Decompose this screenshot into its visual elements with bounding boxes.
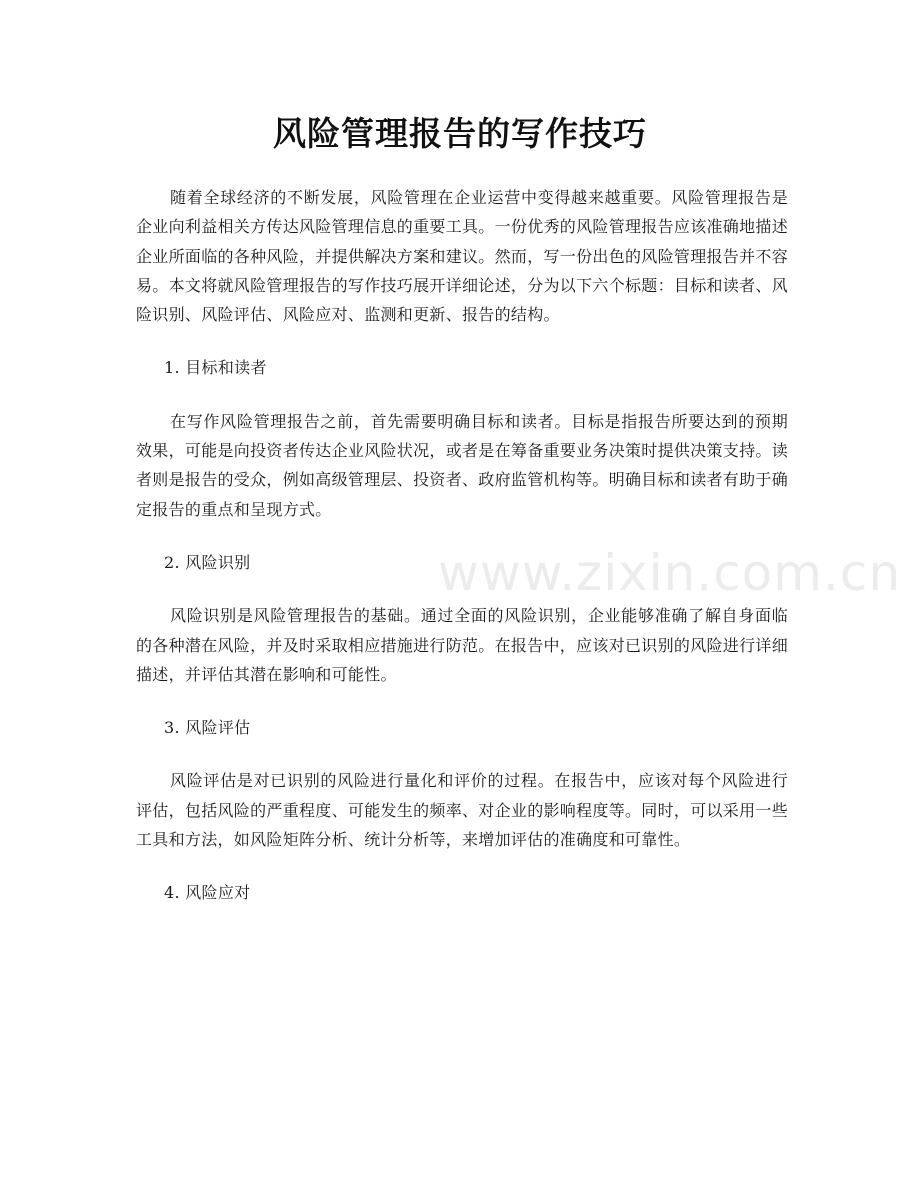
watermark: www.zixin.com.cn xyxy=(438,544,902,602)
section-paragraph-2: 风险识别是风险管理报告的基础。通过全面的风险识别，企业能够准确了解自身面临的各种潜在风险，并及时采取相应措施进行防范。在报告中，应该对已识别的风险进行详细描述，并评估其潜在影响和可能性。 xyxy=(136,606,789,684)
section-paragraph-1: 在写作风险管理报告之前，首先需要明确目标和读者。目标是指报告所要达到的预期效果，可能是向投资者传达企业风险状况，或者是在筹备重要业务决策时提供决策支持。读者则是报告的受众，例如高级管理层、投资者、政府监管机构等。明确目标和读者有助于确定报告的重点和呈现方式。 xyxy=(136,411,789,519)
section-paragraph-3: 风险评估是对已识别的风险进行量化和评价的过程。在报告中，应该对每个风险进行评估，包括风险的严重程度、可能发生的频率、对企业的影响程度等。同时，可以采用一些工具和方法，如风险矩阵分析、统计分析等，来增加评估的准确度和可靠性。 xyxy=(136,771,789,850)
section-heading-4: 4. 风险应对 xyxy=(164,883,251,903)
section-heading-1: 1. 目标和读者 xyxy=(164,358,267,378)
section-heading-2: 2. 风险识别 xyxy=(164,552,251,572)
intro-paragraph: 随着全球经济的不断发展，风险管理在企业运营中变得越来越重要。风险管理报告是企业向利益相关方传达风险管理信息的重要工具。一份优秀的风险管理报告应该准确地描述企业所面临的各种风险，并提供解决方案和建议。然而，写一份出色的风险管理报告并不容易。本文将就风险管理报告的写作技巧展开详细论述，分为以下六个标题：目标和读者、风险识别、风险评估、风险应对、监测和更新、报告的结构。 xyxy=(136,188,789,325)
document-body xyxy=(136,183,788,908)
page-title: 风险管理报告的写作技巧 xyxy=(273,114,647,153)
section-heading-3: 3. 风险评估 xyxy=(164,718,251,738)
